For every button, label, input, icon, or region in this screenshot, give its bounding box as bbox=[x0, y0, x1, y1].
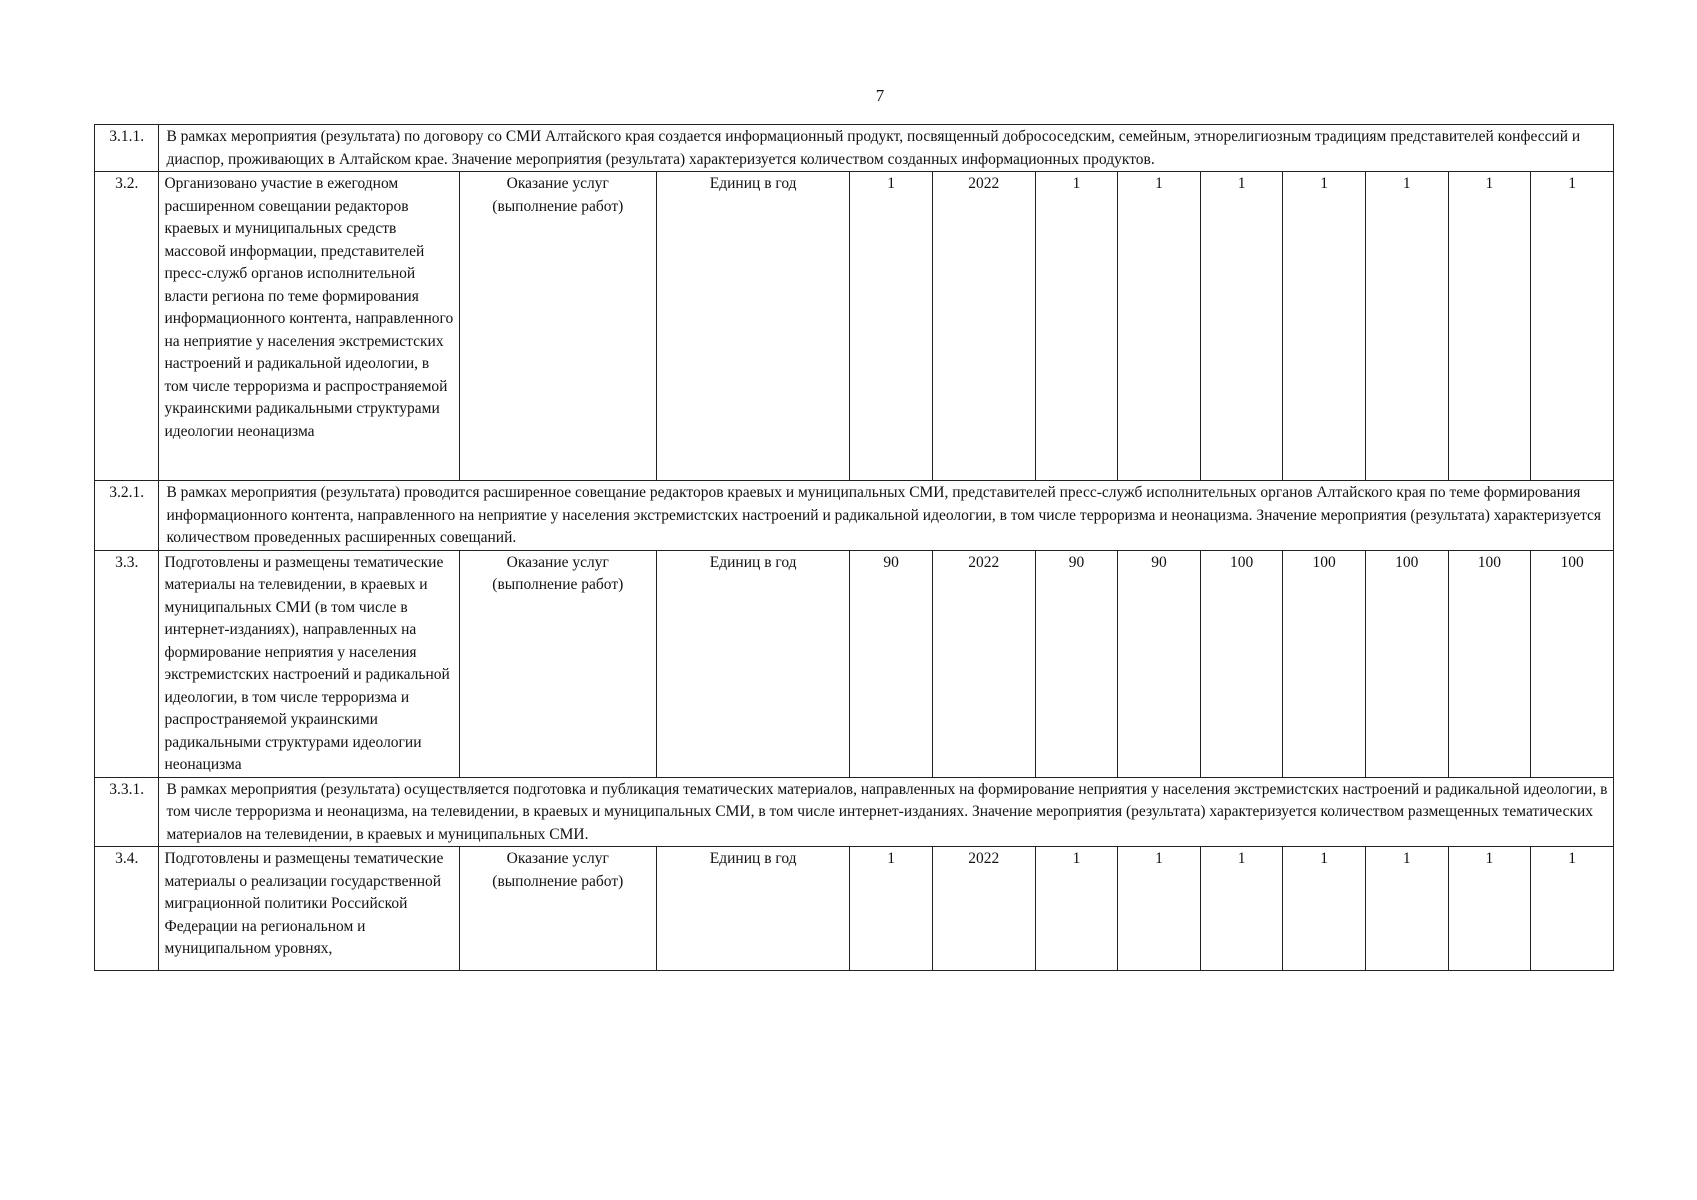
unit-of-measure: Единиц в год bbox=[656, 172, 849, 481]
result-type: Оказание услуг (выполнение работ) bbox=[459, 172, 656, 481]
value-cell: 100 bbox=[1200, 550, 1283, 777]
result-type: Оказание услуг (выполнение работ) bbox=[459, 847, 656, 971]
unit-of-measure: Единиц в год bbox=[656, 847, 849, 971]
value-cell: 1 bbox=[1531, 172, 1614, 481]
result-name: Подготовлены и размещены тематические материалы на телевидении, в краевых и муниципальных СМИ (в том числе в интернет-изданиях), направленных на формирование неприятия у населения экстремистских настроений и радикальной идеологии, в том числе терроризма и распространяемой украинскими радикальными структурами идеологии неонацизма bbox=[159, 550, 459, 777]
table-row-note bbox=[95, 125, 1614, 172]
page-number: 7 bbox=[875, 86, 885, 105]
row-number: 3.3.1. bbox=[95, 777, 159, 847]
row-number: 3.1.1. bbox=[95, 125, 159, 172]
value-cell: 1 bbox=[1448, 847, 1531, 971]
note-text: В рамках мероприятия (результата) по договору со СМИ Алтайского края создается информационный продукт, посвященный добрососедским, семейным, этнорелигиозным традициям представителей конфессий и диаспор, проживающих в Алтайском крае. Значение мероприятия (результата) характеризуется количеством созданных информационных продуктов. bbox=[159, 125, 1614, 172]
base-value: 1 bbox=[850, 847, 933, 971]
note-text: В рамках мероприятия (результата) осуществляется подготовка и публикация тематических материалов, направленных на формирование неприятия у населения экстремистских настроений и радикальной идеологии, в том числе терроризма и неонацизма, на телевидении, в краевых и муниципальных СМИ, в том числе интернет-изданиях. Значение мероприятия (результата) характеризуется количеством размещенных тематических материалов на телевидении, в краевых и муниципальных СМИ. bbox=[159, 777, 1614, 847]
row-number: 3.3. bbox=[95, 550, 159, 777]
value-cell: 1 bbox=[1200, 172, 1283, 481]
table-row bbox=[95, 847, 1614, 971]
value-cell: 90 bbox=[1118, 550, 1201, 777]
table-row bbox=[95, 172, 1614, 481]
base-year: 2022 bbox=[932, 172, 1035, 481]
value-cell: 1 bbox=[1200, 847, 1283, 971]
table-row bbox=[95, 550, 1614, 777]
table-row-note bbox=[95, 481, 1614, 551]
result-type: Оказание услуг (выполнение работ) bbox=[459, 550, 656, 777]
value-cell: 1 bbox=[1365, 847, 1448, 971]
value-cell: 100 bbox=[1448, 550, 1531, 777]
row-number: 3.2. bbox=[95, 172, 159, 481]
value-cell: 1 bbox=[1283, 172, 1366, 481]
table-row-note bbox=[95, 777, 1614, 847]
value-cell: 1 bbox=[1283, 847, 1366, 971]
value-cell: 1 bbox=[1118, 847, 1201, 971]
result-name: Организовано участие в ежегодном расширенном совещании редакторов краевых и муниципальных средств массовой информации, представителей пресс-служб органов исполнительной власти региона по теме формирования информационного контента, направленного на неприятие у населения экстремистских настроений и радикальной идеологии, в том числе терроризма и распространяемой украинскими радикальными структурами идеологии неонацизма bbox=[159, 172, 459, 481]
value-cell: 1 bbox=[1118, 172, 1201, 481]
result-name: Подготовлены и размещены тематические материалы о реализации государственной миграционной политики Российской Федерации на региональном и муниципальном уровнях, bbox=[159, 847, 459, 971]
value-cell: 1 bbox=[1035, 847, 1118, 971]
base-year: 2022 bbox=[932, 550, 1035, 777]
value-cell: 100 bbox=[1531, 550, 1614, 777]
base-year: 2022 bbox=[932, 847, 1035, 971]
indicators-table bbox=[94, 124, 1614, 971]
value-cell: 1 bbox=[1448, 172, 1531, 481]
base-value: 1 bbox=[850, 172, 933, 481]
value-cell: 1 bbox=[1035, 172, 1118, 481]
row-number: 3.2.1. bbox=[95, 481, 159, 551]
value-cell: 1 bbox=[1531, 847, 1614, 971]
unit-of-measure: Единиц в год bbox=[656, 550, 849, 777]
note-text: В рамках мероприятия (результата) проводится расширенное совещание редакторов краевых и муниципальных СМИ, представителей пресс-служб исполнительных органов Алтайского края по теме формирования информационного контента, направленного на неприятие у населения экстремистских настроений и радикальной идеологии, в том числе терроризма и неонацизма. Значение мероприятия (результата) характеризуется количеством проведенных расширенных совещаний. bbox=[159, 481, 1614, 551]
value-cell: 100 bbox=[1283, 550, 1366, 777]
value-cell: 100 bbox=[1365, 550, 1448, 777]
value-cell: 1 bbox=[1365, 172, 1448, 481]
value-cell: 90 bbox=[1035, 550, 1118, 777]
row-number: 3.4. bbox=[95, 847, 159, 971]
base-value: 90 bbox=[850, 550, 933, 777]
